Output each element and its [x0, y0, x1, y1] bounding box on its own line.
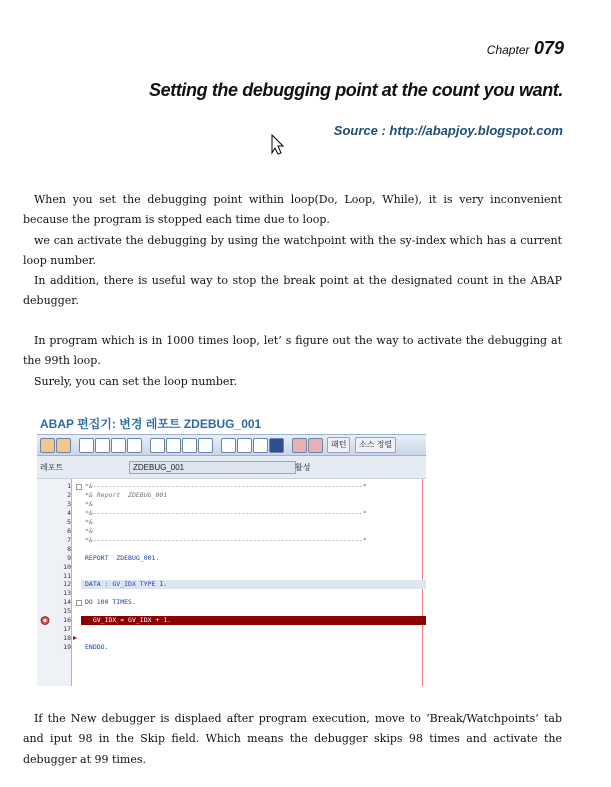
code-line[interactable]: [37, 643, 426, 652]
code-text: DO 100 TIMES.: [85, 598, 136, 607]
line-number: 13: [63, 589, 71, 598]
info-icon[interactable]: [269, 438, 284, 453]
code-text: *& Report ZDEBUG_001: [85, 490, 168, 499]
line-number: 19: [63, 643, 71, 652]
intro-line-3: In addition, there is useful way to stop the break point at the designated count in the ABAP debugger.: [23, 274, 562, 308]
code-line[interactable]: [37, 616, 426, 625]
code-text: REPORT ZDEBUG_001.: [85, 553, 160, 562]
code-text: *&: [85, 499, 93, 508]
code-line[interactable]: [37, 625, 426, 634]
line-number: 8: [67, 544, 71, 553]
example-line-2: Surely, you can set the loop number.: [34, 374, 237, 388]
intro-line-2: we can activate the debugging by using the watchpoint with the sy-index which has a current loop number.: [23, 233, 562, 267]
code-line[interactable]: [37, 509, 426, 518]
code-text: GV_IDX = GV_IDX + 1.: [85, 616, 172, 625]
line-number: 6: [67, 526, 71, 535]
instruction-paragraph: [23, 709, 562, 770]
line-number: 4: [67, 508, 71, 517]
line-number: 2: [67, 490, 71, 499]
code-line[interactable]: [37, 491, 426, 500]
line-number: 10: [63, 562, 71, 571]
line-number: 9: [67, 553, 71, 562]
source-link[interactable]: Source : http://abapjoy.blogspot.com: [333, 123, 563, 138]
line-number: 16: [63, 616, 71, 625]
page-title: Setting the debugging point at the count you want.: [149, 80, 563, 100]
example-line-1: In program which is in 1000 times loop, let’ s figure out the way to activate the debugging at the 99th loop.: [23, 334, 562, 368]
upload-icon[interactable]: [166, 438, 181, 453]
code-line[interactable]: [37, 518, 426, 527]
code-line[interactable]: [37, 554, 426, 563]
sap-toolbar: [37, 434, 426, 456]
chapter-heading: [487, 38, 564, 59]
activate-icon[interactable]: [95, 438, 110, 453]
navigate-icon[interactable]: [198, 438, 213, 453]
sap-window-title: ABAP 편집기: 변경 레포트 ZDEBUG_001: [40, 417, 262, 431]
line-number: 15: [63, 607, 71, 616]
code-text: *&: [85, 526, 93, 535]
fold-toggle-icon[interactable]: [76, 600, 82, 606]
breakpoint-icon[interactable]: [40, 616, 50, 625]
cursor-marker-icon: [73, 636, 77, 640]
line-number: 14: [63, 598, 71, 607]
intro-line-1: When you set the debugging point within loop(Do, Loop, While), it is very inconvenient because the program is stopped each time due to loop.: [23, 193, 562, 227]
hierarchy-icon[interactable]: [221, 438, 236, 453]
pattern-button[interactable]: 패턴: [327, 437, 350, 453]
forward-icon[interactable]: [56, 438, 71, 453]
code-editor[interactable]: [37, 478, 426, 686]
code-line[interactable]: [37, 536, 426, 545]
line-number: 11: [63, 571, 71, 580]
line-number: 12: [63, 580, 71, 589]
code-line[interactable]: [37, 589, 426, 598]
code-line[interactable]: [37, 598, 426, 607]
code-text: *&---------------------------------------------------------------------*: [85, 508, 367, 517]
fold-toggle-icon[interactable]: [76, 484, 82, 490]
code-text: *&: [85, 517, 93, 526]
program-field-label: 레포트: [40, 463, 64, 472]
line-number: 5: [67, 517, 71, 526]
line-number: 1: [67, 482, 71, 490]
object-list-icon[interactable]: [182, 438, 197, 453]
display-change-icon[interactable]: [79, 438, 94, 453]
example-paragraph: [23, 331, 562, 392]
code-line[interactable]: [37, 482, 426, 491]
intro-paragraph: [23, 190, 562, 312]
blank-icon[interactable]: [253, 438, 268, 453]
code-line[interactable]: [37, 634, 426, 643]
chapter-number: 079: [533, 38, 564, 58]
instruction-text: If the New debugger is displaed after program execution, move to ‘Break/Watchpoints’ tab and iput 98 in the Skip field. Which means the debugger skips 98 times and activate the debugger at 99 times.: [23, 712, 562, 766]
back-icon[interactable]: [40, 438, 55, 453]
session-breakpoint-icon[interactable]: [308, 438, 323, 453]
code-line[interactable]: [37, 545, 426, 554]
line-number: 3: [67, 499, 71, 508]
code-line[interactable]: [37, 572, 426, 581]
program-name-field[interactable]: ZDEBUG_001: [129, 461, 296, 474]
chapter-label: Chapter: [486, 43, 530, 57]
code-line[interactable]: [37, 527, 426, 536]
code-text: *&---------------------------------------------------------------------*: [85, 535, 367, 544]
code-line[interactable]: [37, 580, 426, 589]
line-number: 17: [63, 625, 71, 634]
program-field-row: [37, 456, 426, 478]
test-icon[interactable]: [127, 438, 142, 453]
mouse-pointer-icon: [270, 133, 284, 155]
where-used-icon[interactable]: [150, 438, 165, 453]
breakpoint-icon[interactable]: [292, 438, 307, 453]
code-text: *&---------------------------------------------------------------------*: [85, 482, 367, 490]
code-line[interactable]: [37, 500, 426, 509]
code-text: ENDDO.: [85, 643, 109, 652]
line-number: 18: [63, 634, 71, 643]
program-status: 활성: [295, 463, 311, 472]
code-line[interactable]: [37, 563, 426, 572]
code-line[interactable]: [37, 607, 426, 616]
line-number: 7: [67, 535, 71, 544]
window-icon[interactable]: [237, 438, 252, 453]
check-icon[interactable]: [111, 438, 126, 453]
code-text: DATA : GV_IDX TYPE I.: [85, 580, 168, 589]
sap-editor-screenshot: [37, 414, 426, 685]
pretty-printer-button[interactable]: 소스 정렬: [355, 437, 396, 453]
